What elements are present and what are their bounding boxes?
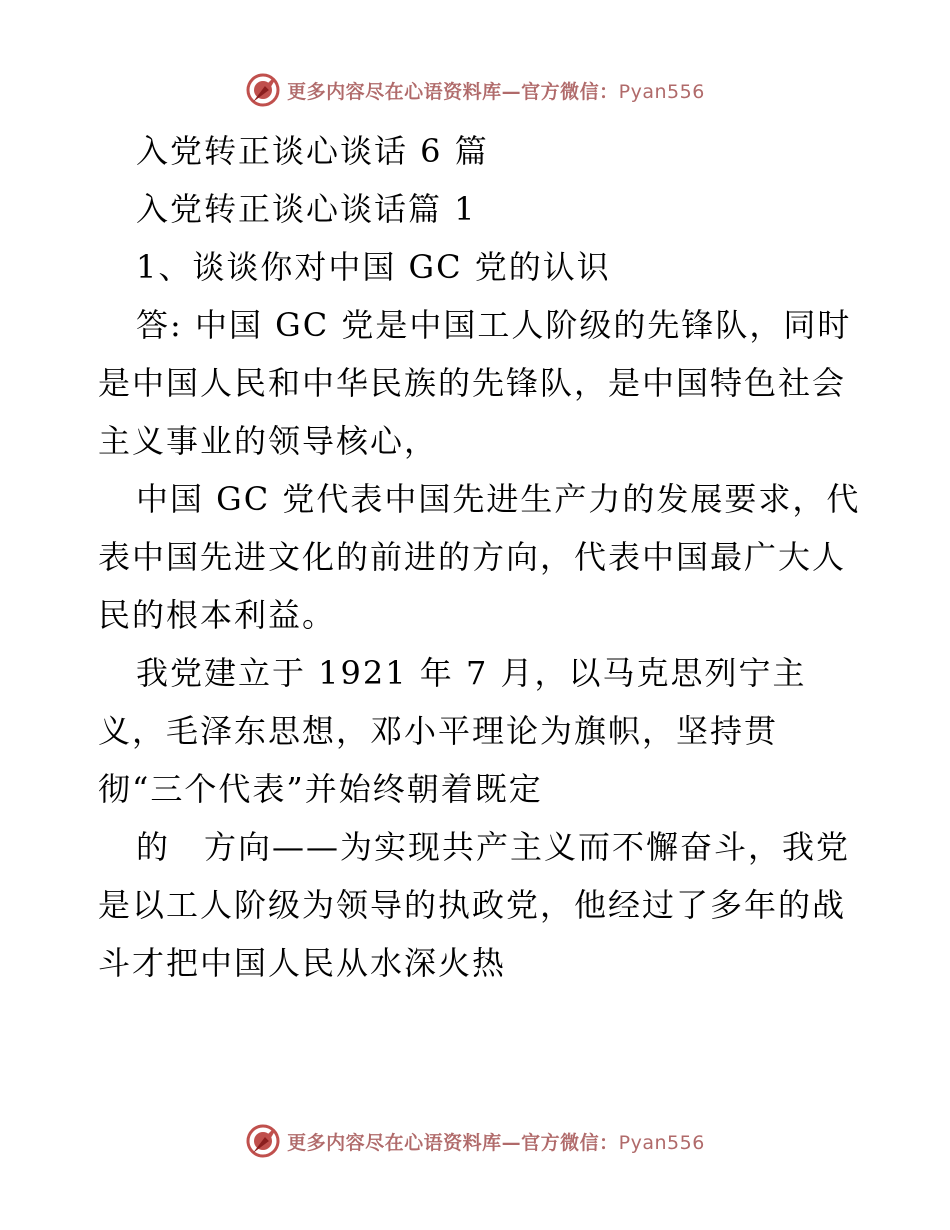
section-heading: 入党转正谈心谈话篇 1	[136, 190, 477, 228]
document-body	[98, 122, 861, 992]
banner-text: 更多内容尽在心语资料库—官方微信：Pyan556	[287, 80, 705, 103]
paragraph-line: 中国 GC 党代表中国先进生产力的发展要求，代	[136, 480, 861, 518]
paragraph-line: 表中国先进文化的前进的方向，代表中国最广大人	[98, 538, 847, 576]
paragraph-line: 的 方向——为实现共产主义而不懈奋斗，我党	[136, 828, 851, 866]
paragraph-line: 答: 中国 GC 党是中国工人阶级的先锋队，同时	[136, 306, 852, 344]
wechat-id: Pyan556	[618, 1131, 705, 1154]
pen-nib-logo-icon	[245, 72, 281, 108]
paragraph-line: 主义事业的领导核心，	[98, 422, 439, 460]
paragraph-line: 是中国人民和中华民族的先锋队，是中国特色社会	[98, 364, 847, 402]
document-title: 入党转正谈心谈话 6 篇	[136, 132, 489, 170]
paragraph-line: 是以工人阶级为领导的执政党，他经过了多年的战	[98, 886, 847, 924]
paragraph-line: 义，毛泽东思想，邓小平理论为旗帜，坚持贯	[98, 712, 779, 750]
paragraph-line: 民的根本利益。	[98, 596, 337, 634]
pen-nib-logo-icon	[245, 1123, 281, 1159]
paragraph-line: 彻“三个代表”并始终朝着既定	[98, 770, 543, 808]
banner-text: 更多内容尽在心语资料库—官方微信：Pyan556	[287, 1131, 705, 1154]
footer-banner	[0, 1121, 950, 1161]
question-heading: 1、谈谈你对中国 GC 党的认识	[136, 248, 611, 286]
paragraph-line: 斗才把中国人民从水深火热	[98, 944, 507, 982]
header-banner	[0, 70, 950, 110]
wechat-id: Pyan556	[618, 80, 705, 103]
paragraph-line: 我党建立于 1921 年 7 月，以马克思列宁主	[136, 654, 807, 692]
